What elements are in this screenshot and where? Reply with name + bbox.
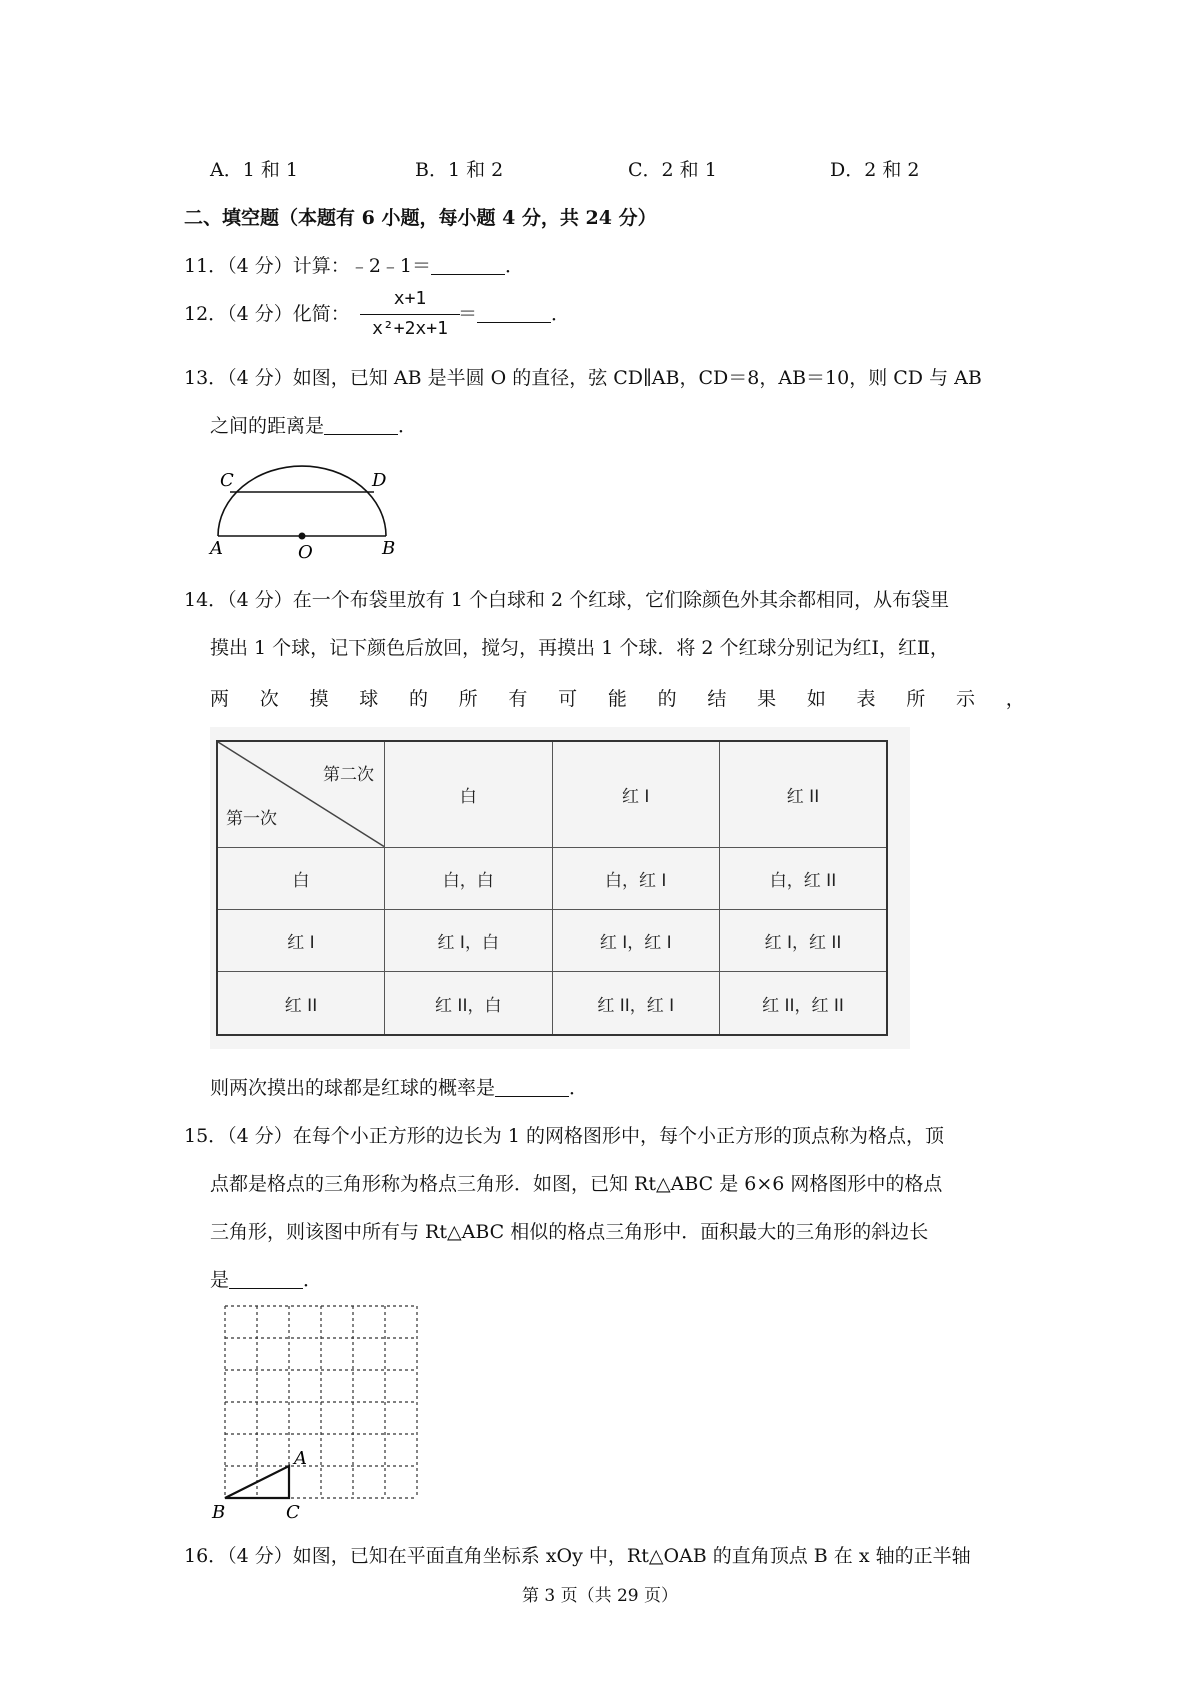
q13-line2 (210, 414, 417, 438)
q12-end: ． (551, 303, 571, 325)
label-b: B (382, 538, 396, 559)
row-header: 红 I (217, 909, 385, 971)
q11-number: 11．（4 分）计算： (184, 255, 350, 277)
q14-line3-char: 的 (408, 688, 428, 710)
grid-lines (225, 1306, 417, 1498)
q14-after-text: 则两次摸出的球都是红球的概率是 (210, 1077, 496, 1099)
q13-line1: 13．（4 分）如图，已知 AB 是半圆 O 的直径，弦 CD∥AB，CD＝8，AB＝10，则 CD 与 AB (184, 367, 982, 389)
row-header: 白 (217, 847, 385, 909)
q15-line3: 三角形，则该图中所有与 Rt△ABC 相似的格点三角形中．面积最大的三角形的斜边长 (210, 1221, 929, 1243)
table-cell: 红 I，白 (385, 909, 553, 971)
q14-line3-char: ， (1005, 688, 1025, 710)
q15-line4 (210, 1268, 322, 1292)
q14-line3-char: 能 (607, 688, 627, 710)
option-b: B．1 和 2 (415, 159, 504, 181)
q14-line3-char: 表 (856, 688, 876, 710)
table-cell: 白，红 I (552, 847, 720, 909)
table-cell: 白，红 II (720, 847, 888, 909)
q14-line3-char: 所 (458, 688, 478, 710)
corner-diagonal (218, 742, 384, 847)
center-point-o (299, 533, 306, 540)
option-c: C．2 和 1 (628, 159, 717, 181)
corner-bottom-label: 第一次 (226, 808, 277, 829)
q14-line3-char: 摸 (309, 688, 329, 710)
q14-line3-char: 结 (707, 688, 727, 710)
outcome-table (216, 740, 888, 1036)
q16-line1: 16．（4 分）如图，已知在平面直角坐标系 xOy 中，Rt△OAB 的直角顶点 B 在 x 轴的正半轴 (184, 1545, 971, 1567)
table-cell: 红 I，红 II (720, 909, 888, 971)
section-title: 二、填空题（本题有 6 小题，每小题 4 分，共 24 分） (184, 207, 657, 229)
grid-figure (206, 1298, 436, 1524)
q14-line3-char: 所 (906, 688, 926, 710)
label-a: A (294, 1448, 307, 1469)
q15-end: ． (303, 1269, 323, 1291)
q14-line3-char: 示 (956, 688, 976, 710)
table-cell: 红 I，红 I (552, 909, 720, 971)
label-c: C (286, 1502, 300, 1523)
answer-blank (477, 304, 551, 323)
table-row (217, 909, 887, 971)
option-d: D．2 和 2 (830, 159, 920, 181)
label-a: A (210, 538, 223, 559)
q14-line3-char: 可 (558, 688, 578, 710)
col-header: 红 I (552, 741, 720, 847)
label-d: D (372, 470, 387, 491)
answer-blank (324, 416, 398, 435)
fraction-numerator: x+1 (393, 288, 427, 309)
q14-line3-char: 有 (508, 688, 528, 710)
table-cell: 红 II，红 II (720, 972, 888, 1035)
q12-number: 12．（4 分）化简： (184, 303, 350, 325)
label-c: C (220, 470, 234, 491)
q11-end: ． (505, 255, 525, 277)
q15-text: 是 (210, 1269, 230, 1291)
table-cell: 红 II，红 I (552, 972, 720, 1035)
label-b: B (212, 1502, 226, 1523)
corner-top-label: 第二次 (323, 765, 374, 785)
page-footer: 第 3 页（共 29 页） (521, 1586, 679, 1606)
fraction-bar (360, 314, 460, 315)
question-11 (184, 254, 524, 278)
q15-line2: 点都是格点的三角形称为格点三角形．如图，已知 Rt△ABC 是 6×6 网格图形中的格点 (210, 1173, 943, 1195)
q14-after (210, 1076, 588, 1100)
q14-line3-char: 球 (359, 688, 379, 710)
q12-tail (458, 302, 570, 326)
q14-line3 (210, 684, 1025, 711)
table-row (217, 847, 887, 909)
q14-line3-char: 果 (757, 688, 777, 710)
q13-text: 之间的距离是 (210, 415, 325, 437)
q15-line1: 15．（4 分）在每个小正方形的边长为 1 的网格图形中，每个小正方形的顶点称为格点，顶 (184, 1125, 944, 1147)
q14-line3-char: 如 (806, 688, 826, 710)
col-header: 红 II (720, 741, 888, 847)
q14-line3-char: 两 (210, 688, 230, 710)
option-a: A．1 和 1 (210, 159, 298, 181)
table-cell: 红 II，白 (385, 972, 553, 1035)
table-cell: 白，白 (385, 847, 553, 909)
answer-blank (229, 1270, 303, 1289)
col-header: 白 (385, 741, 553, 847)
q13-end: ． (398, 415, 418, 437)
q12-eq: ＝ (458, 303, 478, 325)
table-row (217, 972, 887, 1035)
q14-end: ． (569, 1077, 589, 1099)
q14-line2: 摸出 1 个球，记下颜色后放回，搅匀，再摸出 1 个球．将 2 个红球分别记为红Ⅰ，红Ⅱ， (210, 637, 949, 659)
fraction-denominator: x²+2x+1 (372, 318, 448, 339)
label-o: O (298, 542, 313, 562)
answer-blank (431, 256, 505, 275)
answer-blank (495, 1078, 569, 1097)
q12-fraction (360, 288, 460, 344)
row-header: 红 II (217, 972, 385, 1035)
q14-line1: 14．（4 分）在一个布袋里放有 1 个白球和 2 个红球，它们除颜色外其余都相同，从布袋里 (184, 589, 950, 611)
q11-expr: ﹣2﹣1＝ (349, 255, 431, 277)
semicircle-figure (206, 458, 406, 562)
q14-line3-char: 的 (657, 688, 677, 710)
q14-line3-char: 次 (259, 688, 279, 710)
semicircle-arc (218, 466, 386, 536)
corner-cell (217, 741, 385, 847)
